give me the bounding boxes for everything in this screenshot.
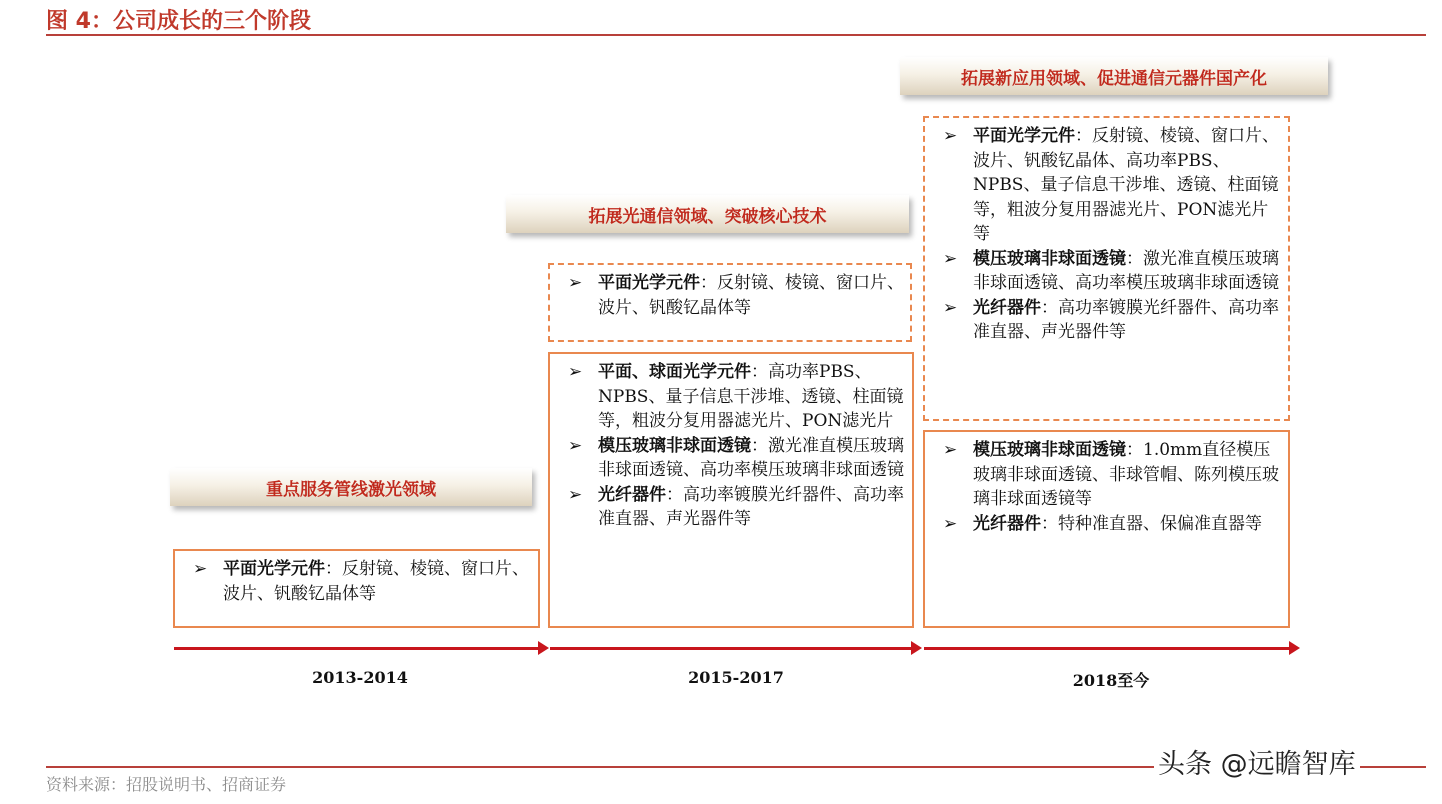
- item-text: ：反射镜、棱镜、窗口片、波片、钒酸钇晶体、高功率PBS、NPBS、量子信息干涉堆、透镜、柱面镜等，粗波分复用器滤光片、PON滤光片等: [973, 126, 1279, 244]
- list-item: [935, 296, 1284, 345]
- item-text: ：激光准直模压玻璃非球面透镜、高功率模压玻璃非球面透镜: [598, 435, 904, 480]
- list-item: [560, 434, 908, 483]
- arrow-bullet-icon: ➢: [568, 362, 583, 382]
- timeline-segment-1: [174, 647, 540, 650]
- item-label: 模压玻璃非球面透镜: [973, 248, 1126, 269]
- list-item: [935, 124, 1284, 247]
- item-text: ：1.0mm直径模压玻璃非球面透镜、非球管帽、陈列模压玻璃非球面透镜等: [973, 440, 1279, 509]
- stage-2-box-1: [548, 263, 912, 342]
- item-label: 平面、球面光学元件: [598, 362, 751, 382]
- item-text: ：高功率镀膜光纤器件、高功率准直器、声光器件等: [973, 297, 1279, 342]
- timeline-arrow-icon: [538, 641, 549, 655]
- item-label: 光纤器件: [973, 297, 1041, 318]
- stage-1-banner: 重点服务管线激光领域: [170, 468, 532, 506]
- timeline-segment-3: [924, 647, 1290, 650]
- arrow-bullet-icon: ➢: [943, 248, 958, 269]
- arrow-bullet-icon: ➢: [943, 513, 958, 534]
- stage-2-banner: 拓展光通信领域、突破核心技术: [506, 195, 909, 233]
- item-label: 模压玻璃非球面透镜: [973, 440, 1126, 460]
- item-text: ：激光准直模压玻璃非球面透镜、高功率模压玻璃非球面透镜: [973, 248, 1279, 293]
- arrow-bullet-icon: ➢: [943, 297, 958, 318]
- arrow-bullet-icon: ➢: [193, 559, 208, 579]
- source-note: 资料来源：招股说明书、招商证券: [46, 775, 287, 794]
- figure-title: 图 4：公司成长的三个阶段: [46, 9, 311, 34]
- item-text: ：高功率镀膜光纤器件、高功率准直器、声光器件等: [598, 484, 904, 529]
- item-label: 光纤器件: [973, 513, 1041, 534]
- list-item: [935, 438, 1284, 512]
- arrow-bullet-icon: ➢: [943, 126, 958, 146]
- list-item: [560, 483, 908, 532]
- timeline-arrow-icon: [911, 641, 922, 655]
- arrow-bullet-icon: ➢: [568, 484, 583, 505]
- item-text: ：特种准直器、保偏准直器等: [1041, 513, 1262, 534]
- period-label: 2013-2014: [312, 668, 408, 687]
- period-label: 2018至今: [1072, 671, 1150, 690]
- item-label: 平面光学元件: [598, 273, 700, 293]
- item-label: 平面光学元件: [223, 559, 325, 579]
- arrow-bullet-icon: ➢: [943, 440, 958, 460]
- list-item: [560, 271, 906, 320]
- list-item: [560, 360, 908, 434]
- arrow-bullet-icon: ➢: [568, 435, 583, 456]
- stage-3-box-2: [923, 430, 1290, 628]
- stage-3-box-1: [923, 116, 1290, 421]
- list-item: [935, 512, 1284, 537]
- timeline-segment-2: [550, 647, 912, 650]
- item-text: ：反射镜、棱镜、窗口片、波片、钒酸钇晶体等: [598, 273, 904, 318]
- period-label: 2015-2017: [688, 668, 784, 687]
- stage-2-box-2: [548, 352, 914, 628]
- list-item: [935, 247, 1284, 296]
- item-text: ：反射镜、棱镜、窗口片、波片、钒酸钇晶体等: [223, 559, 529, 604]
- stage-3-banner: 拓展新应用领域、促进通信元器件国产化: [900, 57, 1328, 95]
- item-label: 模压玻璃非球面透镜: [598, 435, 751, 456]
- item-text: ：高功率PBS、NPBS、量子信息干涉堆、透镜、柱面镜等，粗波分复用器滤光片、PON滤光片: [598, 362, 904, 431]
- watermark: 头条 @远瞻智库: [1154, 742, 1360, 781]
- item-label: 平面光学元件: [973, 126, 1075, 146]
- title-divider: [46, 34, 1426, 36]
- list-item: [185, 557, 534, 606]
- timeline-arrow-icon: [1289, 641, 1300, 655]
- stage-1-box: [173, 549, 540, 628]
- item-label: 光纤器件: [598, 484, 666, 505]
- arrow-bullet-icon: ➢: [568, 273, 583, 293]
